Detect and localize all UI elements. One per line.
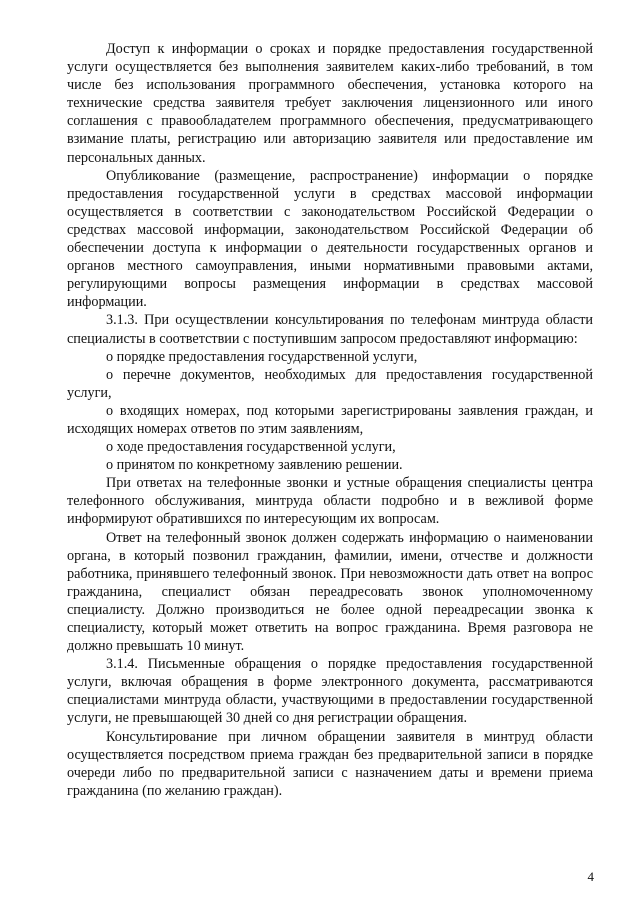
- list-item-procedure: о порядке предоставления государственной услуги,: [106, 348, 418, 365]
- paragraph-3-1-4: 3.1.4. Письменные обращения о порядке предоставления государственной услуги, включая обращения в форме электронного документа, рассматриваются специалистами минтруда области, участвующими в предоставлении государственной услуги, не превышающей 30 дней со дня регистрации обращения.: [67, 656, 593, 727]
- list-item-incoming-numbers: о входящих номерах, под которыми зарегистрированы заявления граждан, и исходящих номерах ответов по этим заявлениям,: [67, 402, 593, 437]
- paragraph-phone-answers: При ответах на телефонные звонки и устные обращения специалисты центра телефонного обслуживания, минтруда области подробно и в вежливой форме информируют обратившихся по интересующим их вопросам.: [67, 475, 593, 528]
- page-number: 4: [587, 869, 594, 884]
- paragraph-publication: Опубликование (размещение, распространение) информации о порядке предоставления государственной услуги в средствах массовой информации осуществляется в соответствии с законодательством Российской Федерации о средствах массовой информации, законодательством Российской Федерации об обеспечении доступа к информации о деятельности государственных органов и органов местного самоуправления, иными нормативными правовыми актами, регулирующими вопросы размещения информации в средствах массовой информации.: [67, 167, 593, 311]
- list-item-documents: о перечне документов, необходимых для предоставления государственной услуги,: [67, 366, 593, 401]
- paragraph-3-1-3: 3.1.3. При осуществлении консультирования по телефонам минтруда области специалисты в соответствии с поступившим запросом предоставляют информацию:: [67, 312, 593, 347]
- paragraph-personal-consultation: Консультирование при личном обращении заявителя в минтруд области осуществляется посредством приема граждан без предварительной записи в порядке очереди либо по предварительной записи с назначением даты и времени приема гражданина (по желанию граждан).: [67, 728, 593, 799]
- paragraph-call-response: Ответ на телефонный звонок должен содержать информацию о наименовании органа, в который позвонил гражданин, фамилии, имени, отчестве и должности работника, принявшего телефонный звонок. При невозможности дать ответ на вопрос гражданина, специалист обязан переадресовать звонок уполномоченному специалисту. Должно производиться не более одной переадресации звонка к специалисту, который может ответить на вопрос гражданина. Время разговора не должно превышать 10 минут.: [67, 529, 593, 655]
- list-item-decision: о принятом по конкретному заявлению решении.: [106, 457, 403, 474]
- paragraph-access-info: Доступ к информации о сроках и порядке предоставления государственной услуги осуществляется без выполнения заявителем каких-либо требований, в том числе без использования программного обеспечения, установка которого на технические средства заявителя требует заключения лицензионного или иного соглашения с правообладателем программного обеспечения, предусматривающего взимание платы, регистрацию или авторизацию заявителя или предоставление им персональных данных.: [67, 41, 593, 166]
- list-item-progress: о ходе предоставления государственной услуги,: [106, 439, 396, 456]
- document-body: [67, 40, 593, 800]
